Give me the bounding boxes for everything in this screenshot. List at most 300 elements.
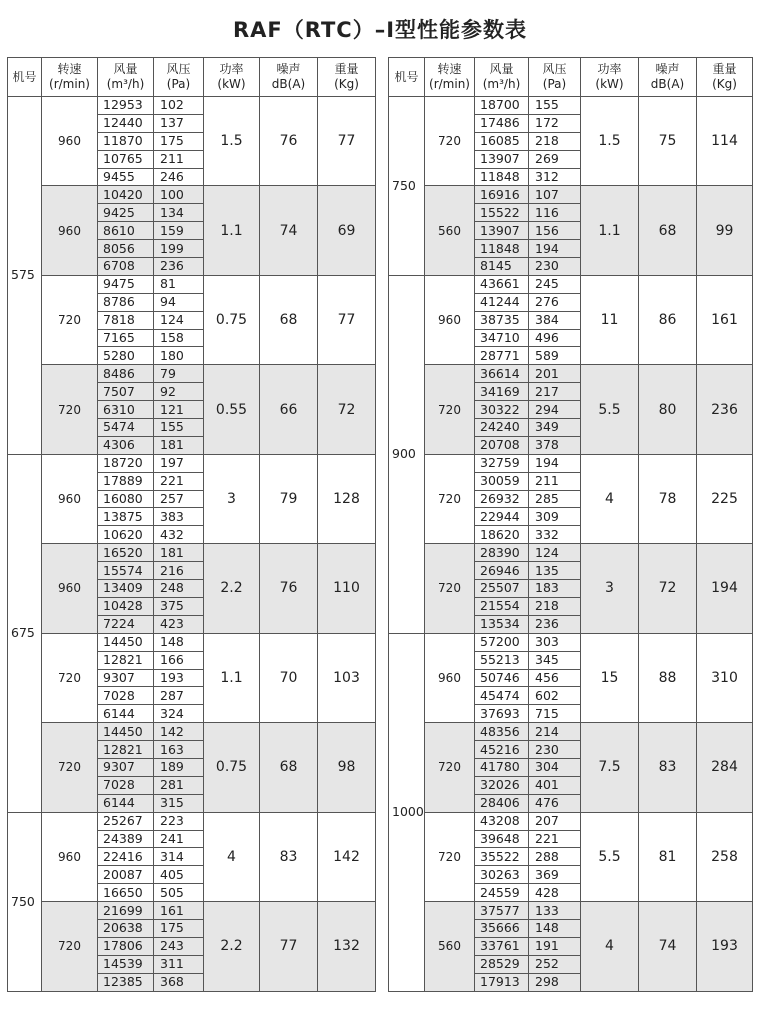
pressure-cell: 194 bbox=[529, 454, 581, 472]
noise-cell: 79 bbox=[260, 454, 318, 543]
weight-cell: 98 bbox=[318, 723, 376, 812]
airflow-cell: 24240 bbox=[475, 419, 529, 437]
table-row bbox=[8, 186, 376, 204]
airflow-cell: 35666 bbox=[475, 919, 529, 937]
pressure-cell: 181 bbox=[154, 544, 204, 562]
airflow-cell: 21554 bbox=[475, 597, 529, 615]
speed-cell: 960 bbox=[42, 544, 98, 633]
airflow-cell: 20087 bbox=[98, 866, 154, 884]
pressure-cell: 287 bbox=[154, 687, 204, 705]
table-row bbox=[389, 275, 753, 293]
speed-cell: 560 bbox=[425, 902, 475, 991]
speed-cell: 720 bbox=[42, 275, 98, 364]
pressure-cell: 476 bbox=[529, 794, 581, 812]
pressure-cell: 199 bbox=[154, 240, 204, 258]
airflow-cell: 25267 bbox=[98, 812, 154, 830]
table-row bbox=[8, 633, 376, 651]
speed-cell: 960 bbox=[425, 633, 475, 722]
table-row bbox=[8, 723, 376, 741]
model-cell: 575 bbox=[8, 97, 42, 455]
pressure-cell: 589 bbox=[529, 347, 581, 365]
noise-cell: 74 bbox=[260, 186, 318, 275]
pressure-cell: 432 bbox=[154, 526, 204, 544]
model-cell: 1000 bbox=[389, 633, 425, 991]
pressure-cell: 193 bbox=[154, 669, 204, 687]
airflow-cell: 28390 bbox=[475, 544, 529, 562]
pressure-cell: 211 bbox=[154, 150, 204, 168]
airflow-cell: 45216 bbox=[475, 741, 529, 759]
noise-cell: 68 bbox=[260, 723, 318, 812]
noise-cell: 80 bbox=[639, 365, 697, 454]
airflow-cell: 18700 bbox=[475, 97, 529, 115]
speed-cell: 960 bbox=[42, 812, 98, 901]
airflow-cell: 16080 bbox=[98, 490, 154, 508]
weight-cell: 110 bbox=[318, 544, 376, 633]
pressure-cell: 207 bbox=[529, 812, 581, 830]
airflow-cell: 10420 bbox=[98, 186, 154, 204]
weight-cell: 258 bbox=[697, 812, 753, 901]
pressure-cell: 156 bbox=[529, 222, 581, 240]
speed-cell: 720 bbox=[42, 633, 98, 722]
weight-cell: 193 bbox=[697, 902, 753, 991]
airflow-cell: 4306 bbox=[98, 436, 154, 454]
airflow-cell: 7507 bbox=[98, 383, 154, 401]
power-cell: 0.75 bbox=[204, 723, 260, 812]
airflow-cell: 33761 bbox=[475, 937, 529, 955]
pressure-cell: 194 bbox=[529, 240, 581, 258]
weight-cell: 236 bbox=[697, 365, 753, 454]
pressure-cell: 428 bbox=[529, 884, 581, 902]
airflow-cell: 10428 bbox=[98, 597, 154, 615]
speed-cell: 560 bbox=[425, 186, 475, 275]
pressure-cell: 100 bbox=[154, 186, 204, 204]
airflow-cell: 26932 bbox=[475, 490, 529, 508]
airflow-cell: 45474 bbox=[475, 687, 529, 705]
airflow-cell: 6144 bbox=[98, 794, 154, 812]
weight-cell: 225 bbox=[697, 454, 753, 543]
power-cell: 4 bbox=[581, 902, 639, 991]
airflow-cell: 12385 bbox=[98, 973, 154, 991]
pressure-cell: 155 bbox=[154, 419, 204, 437]
pressure-cell: 602 bbox=[529, 687, 581, 705]
airflow-cell: 14450 bbox=[98, 723, 154, 741]
airflow-cell: 9425 bbox=[98, 204, 154, 222]
pressure-cell: 163 bbox=[154, 741, 204, 759]
pressure-cell: 230 bbox=[529, 258, 581, 276]
airflow-cell: 10765 bbox=[98, 150, 154, 168]
table-row bbox=[8, 275, 376, 293]
pressure-cell: 505 bbox=[154, 884, 204, 902]
pressure-cell: 135 bbox=[529, 562, 581, 580]
pressure-cell: 276 bbox=[529, 293, 581, 311]
noise-cell: 83 bbox=[639, 723, 697, 812]
power-cell: 1.1 bbox=[581, 186, 639, 275]
table-row bbox=[389, 186, 753, 204]
speed-cell: 720 bbox=[42, 902, 98, 991]
pressure-cell: 158 bbox=[154, 329, 204, 347]
model-cell: 675 bbox=[8, 454, 42, 812]
table-row bbox=[389, 812, 753, 830]
page-title: RAF（RTC）–I型性能参数表 bbox=[232, 18, 528, 42]
airflow-cell: 43208 bbox=[475, 812, 529, 830]
pressure-cell: 175 bbox=[154, 132, 204, 150]
pressure-cell: 311 bbox=[154, 955, 204, 973]
power-cell: 7.5 bbox=[581, 723, 639, 812]
airflow-cell: 50746 bbox=[475, 669, 529, 687]
table-row bbox=[8, 902, 376, 920]
pressure-cell: 211 bbox=[529, 472, 581, 490]
pressure-cell: 236 bbox=[529, 615, 581, 633]
pressure-cell: 369 bbox=[529, 866, 581, 884]
airflow-cell: 15522 bbox=[475, 204, 529, 222]
airflow-cell: 8486 bbox=[98, 365, 154, 383]
performance-table-left bbox=[7, 57, 376, 992]
pressure-cell: 197 bbox=[154, 454, 204, 472]
header-speed: 转速 (r/min) bbox=[425, 58, 475, 97]
airflow-cell: 14450 bbox=[98, 633, 154, 651]
table-row bbox=[389, 633, 753, 651]
power-cell: 2.2 bbox=[204, 544, 260, 633]
airflow-cell: 25507 bbox=[475, 580, 529, 598]
pressure-cell: 221 bbox=[529, 830, 581, 848]
pressure-cell: 181 bbox=[154, 436, 204, 454]
pressure-cell: 79 bbox=[154, 365, 204, 383]
speed-cell: 720 bbox=[425, 723, 475, 812]
pressure-cell: 133 bbox=[529, 902, 581, 920]
airflow-cell: 28529 bbox=[475, 955, 529, 973]
pressure-cell: 383 bbox=[154, 508, 204, 526]
pressure-cell: 324 bbox=[154, 705, 204, 723]
speed-cell: 960 bbox=[42, 97, 98, 186]
pressure-cell: 161 bbox=[154, 902, 204, 920]
airflow-cell: 17486 bbox=[475, 114, 529, 132]
header-noise: 噪声 dB(A) bbox=[639, 58, 697, 97]
weight-cell: 142 bbox=[318, 812, 376, 901]
airflow-cell: 39648 bbox=[475, 830, 529, 848]
header-airflow: 风量 (m³/h) bbox=[475, 58, 529, 97]
weight-cell: 69 bbox=[318, 186, 376, 275]
noise-cell: 70 bbox=[260, 633, 318, 722]
airflow-cell: 13907 bbox=[475, 222, 529, 240]
airflow-cell: 16916 bbox=[475, 186, 529, 204]
pressure-cell: 148 bbox=[529, 919, 581, 937]
airflow-cell: 18620 bbox=[475, 526, 529, 544]
airflow-cell: 8056 bbox=[98, 240, 154, 258]
pressure-cell: 236 bbox=[154, 258, 204, 276]
header-row bbox=[8, 58, 376, 97]
pressure-cell: 281 bbox=[154, 776, 204, 794]
pressure-cell: 183 bbox=[529, 580, 581, 598]
airflow-cell: 22944 bbox=[475, 508, 529, 526]
power-cell: 1.5 bbox=[581, 97, 639, 186]
airflow-cell: 9307 bbox=[98, 758, 154, 776]
airflow-cell: 20708 bbox=[475, 436, 529, 454]
pressure-cell: 245 bbox=[529, 275, 581, 293]
power-cell: 1.1 bbox=[204, 633, 260, 722]
airflow-cell: 37577 bbox=[475, 902, 529, 920]
pressure-cell: 223 bbox=[154, 812, 204, 830]
power-cell: 1.5 bbox=[204, 97, 260, 186]
noise-cell: 88 bbox=[639, 633, 697, 722]
airflow-cell: 9307 bbox=[98, 669, 154, 687]
weight-cell: 99 bbox=[697, 186, 753, 275]
table-row bbox=[8, 454, 376, 472]
airflow-cell: 28771 bbox=[475, 347, 529, 365]
pressure-cell: 248 bbox=[154, 580, 204, 598]
header-power: 功率 (kW) bbox=[581, 58, 639, 97]
table-body bbox=[8, 97, 376, 992]
airflow-cell: 7028 bbox=[98, 687, 154, 705]
airflow-cell: 5280 bbox=[98, 347, 154, 365]
power-cell: 11 bbox=[581, 275, 639, 364]
pressure-cell: 94 bbox=[154, 293, 204, 311]
pressure-cell: 375 bbox=[154, 597, 204, 615]
airflow-cell: 21699 bbox=[98, 902, 154, 920]
header-speed: 转速 (r/min) bbox=[42, 58, 98, 97]
power-cell: 5.5 bbox=[581, 812, 639, 901]
table-row bbox=[389, 723, 753, 741]
table-body bbox=[389, 97, 753, 992]
pressure-cell: 189 bbox=[154, 758, 204, 776]
pressure-cell: 155 bbox=[529, 97, 581, 115]
pressure-cell: 312 bbox=[529, 168, 581, 186]
noise-cell: 76 bbox=[260, 97, 318, 186]
pressure-cell: 172 bbox=[529, 114, 581, 132]
pressure-cell: 384 bbox=[529, 311, 581, 329]
pressure-cell: 303 bbox=[529, 633, 581, 651]
pressure-cell: 116 bbox=[529, 204, 581, 222]
pressure-cell: 314 bbox=[154, 848, 204, 866]
weight-cell: 72 bbox=[318, 365, 376, 454]
power-cell: 2.2 bbox=[204, 902, 260, 991]
pressure-cell: 175 bbox=[154, 919, 204, 937]
weight-cell: 103 bbox=[318, 633, 376, 722]
speed-cell: 720 bbox=[425, 544, 475, 633]
pressure-cell: 332 bbox=[529, 526, 581, 544]
noise-cell: 83 bbox=[260, 812, 318, 901]
header-pressure: 风压 (Pa) bbox=[154, 58, 204, 97]
airflow-cell: 11848 bbox=[475, 168, 529, 186]
header-model: 机号 bbox=[8, 58, 42, 97]
table-row bbox=[389, 454, 753, 472]
airflow-cell: 41244 bbox=[475, 293, 529, 311]
speed-cell: 960 bbox=[42, 186, 98, 275]
power-cell: 4 bbox=[204, 812, 260, 901]
noise-cell: 75 bbox=[639, 97, 697, 186]
speed-cell: 720 bbox=[425, 812, 475, 901]
pressure-cell: 304 bbox=[529, 758, 581, 776]
pressure-cell: 142 bbox=[154, 723, 204, 741]
pressure-cell: 401 bbox=[529, 776, 581, 794]
header-pressure: 风压 (Pa) bbox=[529, 58, 581, 97]
power-cell: 4 bbox=[581, 454, 639, 543]
pressure-cell: 298 bbox=[529, 973, 581, 991]
airflow-cell: 17913 bbox=[475, 973, 529, 991]
noise-cell: 72 bbox=[639, 544, 697, 633]
model-cell: 750 bbox=[389, 97, 425, 276]
header-weight: 重量 (Kg) bbox=[318, 58, 376, 97]
speed-cell: 720 bbox=[42, 723, 98, 812]
airflow-cell: 57200 bbox=[475, 633, 529, 651]
noise-cell: 66 bbox=[260, 365, 318, 454]
pressure-cell: 134 bbox=[154, 204, 204, 222]
pressure-cell: 124 bbox=[154, 311, 204, 329]
table-row bbox=[8, 365, 376, 383]
power-cell: 1.1 bbox=[204, 186, 260, 275]
airflow-cell: 13409 bbox=[98, 580, 154, 598]
model-cell: 900 bbox=[389, 275, 425, 633]
pressure-cell: 315 bbox=[154, 794, 204, 812]
airflow-cell: 37693 bbox=[475, 705, 529, 723]
speed-cell: 960 bbox=[42, 454, 98, 543]
pressure-cell: 257 bbox=[154, 490, 204, 508]
power-cell: 5.5 bbox=[581, 365, 639, 454]
pressure-cell: 349 bbox=[529, 419, 581, 437]
airflow-cell: 32026 bbox=[475, 776, 529, 794]
airflow-cell: 24389 bbox=[98, 830, 154, 848]
weight-cell: 161 bbox=[697, 275, 753, 364]
noise-cell: 74 bbox=[639, 902, 697, 991]
weight-cell: 310 bbox=[697, 633, 753, 722]
pressure-cell: 243 bbox=[154, 937, 204, 955]
pressure-cell: 288 bbox=[529, 848, 581, 866]
pressure-cell: 230 bbox=[529, 741, 581, 759]
pressure-cell: 92 bbox=[154, 383, 204, 401]
speed-cell: 720 bbox=[425, 365, 475, 454]
table-row bbox=[8, 97, 376, 115]
performance-table-right bbox=[388, 57, 753, 992]
airflow-cell: 16650 bbox=[98, 884, 154, 902]
pressure-cell: 107 bbox=[529, 186, 581, 204]
airflow-cell: 17806 bbox=[98, 937, 154, 955]
airflow-cell: 38735 bbox=[475, 311, 529, 329]
pressure-cell: 218 bbox=[529, 132, 581, 150]
power-cell: 3 bbox=[204, 454, 260, 543]
pressure-cell: 246 bbox=[154, 168, 204, 186]
pressure-cell: 345 bbox=[529, 651, 581, 669]
airflow-cell: 12821 bbox=[98, 741, 154, 759]
table-row bbox=[389, 902, 753, 920]
pressure-cell: 214 bbox=[529, 723, 581, 741]
power-cell: 15 bbox=[581, 633, 639, 722]
pressure-cell: 148 bbox=[154, 633, 204, 651]
weight-cell: 284 bbox=[697, 723, 753, 812]
pressure-cell: 180 bbox=[154, 347, 204, 365]
table-row bbox=[389, 365, 753, 383]
airflow-cell: 12821 bbox=[98, 651, 154, 669]
airflow-cell: 16085 bbox=[475, 132, 529, 150]
airflow-cell: 13875 bbox=[98, 508, 154, 526]
airflow-cell: 6708 bbox=[98, 258, 154, 276]
model-cell: 750 bbox=[8, 812, 42, 991]
airflow-cell: 17889 bbox=[98, 472, 154, 490]
airflow-cell: 20638 bbox=[98, 919, 154, 937]
airflow-cell: 43661 bbox=[475, 275, 529, 293]
pressure-cell: 294 bbox=[529, 401, 581, 419]
weight-cell: 194 bbox=[697, 544, 753, 633]
header-airflow: 风量 (m³/h) bbox=[98, 58, 154, 97]
weight-cell: 128 bbox=[318, 454, 376, 543]
header-weight: 重量 (Kg) bbox=[697, 58, 753, 97]
pressure-cell: 166 bbox=[154, 651, 204, 669]
airflow-cell: 10620 bbox=[98, 526, 154, 544]
noise-cell: 76 bbox=[260, 544, 318, 633]
airflow-cell: 7818 bbox=[98, 311, 154, 329]
noise-cell: 78 bbox=[639, 454, 697, 543]
airflow-cell: 7224 bbox=[98, 615, 154, 633]
pressure-cell: 121 bbox=[154, 401, 204, 419]
airflow-cell: 32759 bbox=[475, 454, 529, 472]
airflow-cell: 30059 bbox=[475, 472, 529, 490]
airflow-cell: 41780 bbox=[475, 758, 529, 776]
weight-cell: 77 bbox=[318, 97, 376, 186]
airflow-cell: 9475 bbox=[98, 275, 154, 293]
airflow-cell: 48356 bbox=[475, 723, 529, 741]
pressure-cell: 221 bbox=[154, 472, 204, 490]
pressure-cell: 137 bbox=[154, 114, 204, 132]
airflow-cell: 8145 bbox=[475, 258, 529, 276]
airflow-cell: 22416 bbox=[98, 848, 154, 866]
pressure-cell: 309 bbox=[529, 508, 581, 526]
noise-cell: 68 bbox=[260, 275, 318, 364]
header-row bbox=[389, 58, 753, 97]
airflow-cell: 30322 bbox=[475, 401, 529, 419]
airflow-cell: 35522 bbox=[475, 848, 529, 866]
airflow-cell: 13907 bbox=[475, 150, 529, 168]
weight-cell: 132 bbox=[318, 902, 376, 991]
pressure-cell: 217 bbox=[529, 383, 581, 401]
pressure-cell: 252 bbox=[529, 955, 581, 973]
noise-cell: 77 bbox=[260, 902, 318, 991]
pressure-cell: 456 bbox=[529, 669, 581, 687]
power-cell: 0.55 bbox=[204, 365, 260, 454]
pressure-cell: 405 bbox=[154, 866, 204, 884]
airflow-cell: 14539 bbox=[98, 955, 154, 973]
airflow-cell: 6144 bbox=[98, 705, 154, 723]
noise-cell: 68 bbox=[639, 186, 697, 275]
pressure-cell: 216 bbox=[154, 562, 204, 580]
airflow-cell: 7165 bbox=[98, 329, 154, 347]
noise-cell: 81 bbox=[639, 812, 697, 901]
pressure-cell: 124 bbox=[529, 544, 581, 562]
noise-cell: 86 bbox=[639, 275, 697, 364]
header-model: 机号 bbox=[389, 58, 425, 97]
pressure-cell: 285 bbox=[529, 490, 581, 508]
speed-cell: 960 bbox=[425, 275, 475, 364]
airflow-cell: 12440 bbox=[98, 114, 154, 132]
weight-cell: 114 bbox=[697, 97, 753, 186]
pressure-cell: 715 bbox=[529, 705, 581, 723]
header-power: 功率 (kW) bbox=[204, 58, 260, 97]
pressure-cell: 218 bbox=[529, 597, 581, 615]
airflow-cell: 9455 bbox=[98, 168, 154, 186]
pressure-cell: 159 bbox=[154, 222, 204, 240]
weight-cell: 77 bbox=[318, 275, 376, 364]
pressure-cell: 191 bbox=[529, 937, 581, 955]
airflow-cell: 26946 bbox=[475, 562, 529, 580]
airflow-cell: 24559 bbox=[475, 884, 529, 902]
airflow-cell: 11870 bbox=[98, 132, 154, 150]
airflow-cell: 30263 bbox=[475, 866, 529, 884]
airflow-cell: 13534 bbox=[475, 615, 529, 633]
airflow-cell: 6310 bbox=[98, 401, 154, 419]
pressure-cell: 201 bbox=[529, 365, 581, 383]
pressure-cell: 241 bbox=[154, 830, 204, 848]
table-row bbox=[8, 812, 376, 830]
speed-cell: 720 bbox=[42, 365, 98, 454]
airflow-cell: 7028 bbox=[98, 776, 154, 794]
pressure-cell: 378 bbox=[529, 436, 581, 454]
